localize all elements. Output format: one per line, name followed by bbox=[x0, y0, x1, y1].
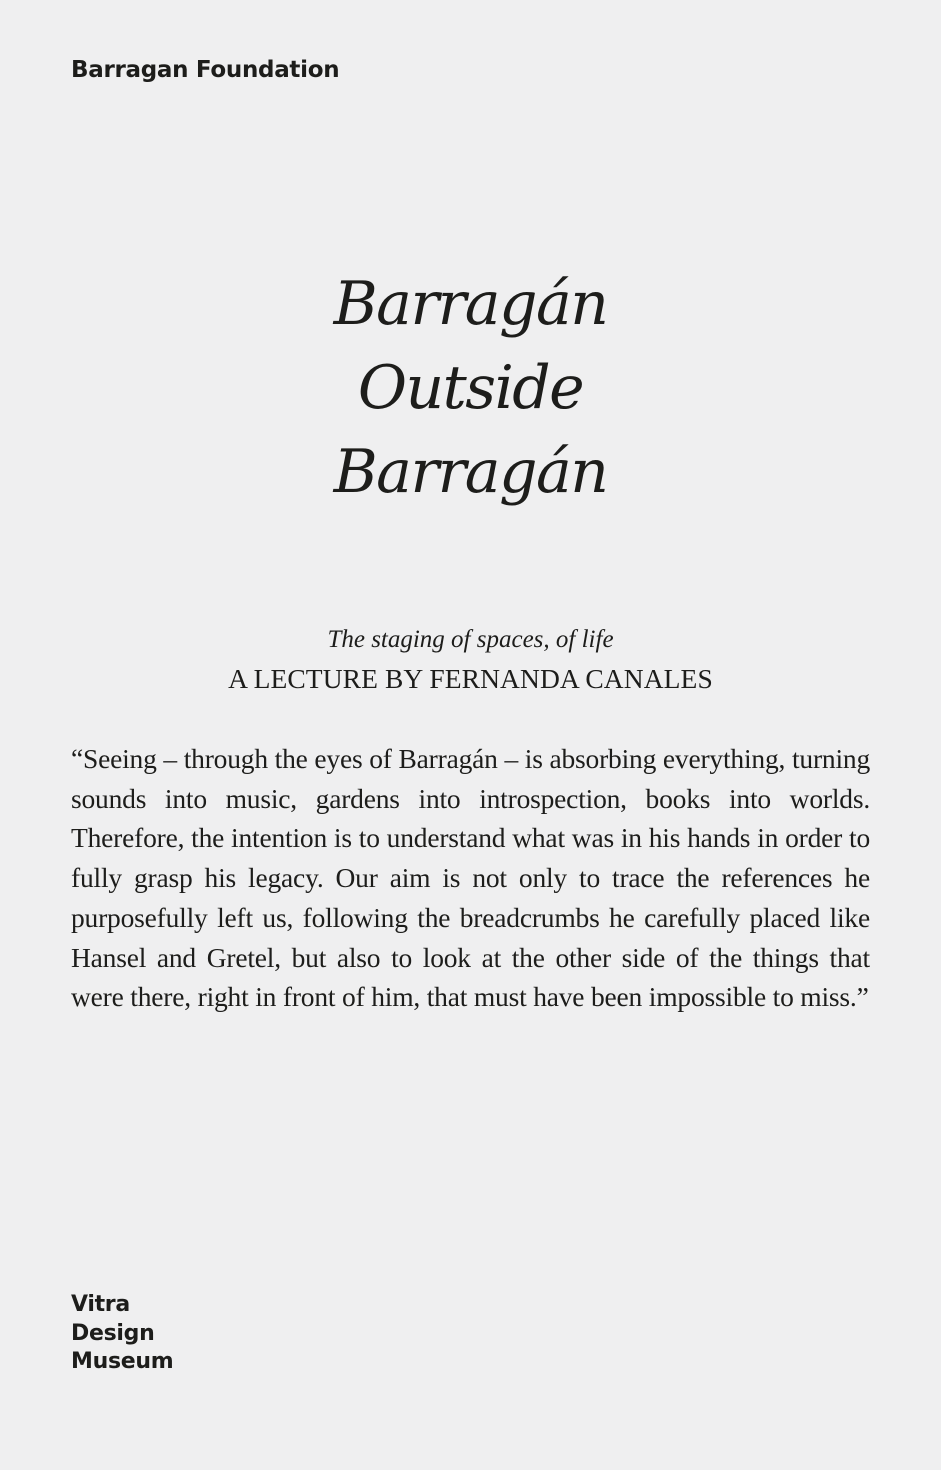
title-line-2: Outside bbox=[357, 353, 584, 423]
subtitle: The staging of spaces, of life bbox=[327, 626, 614, 653]
museum-line-3: Museum bbox=[71, 1349, 174, 1374]
quote-text: “Seeing – through the eyes of Barragán – is absorbing everything, turning sounds into music, gardens into introspection, books into worlds. Therefore, the intention is to understand what was in his hands in order to fully grasp his legacy. Our aim is not only to trace the references he purposefully left us, following the breadcrumbs he carefully placed like Hansel and Gretel, but also to look at the other side of the things that were there, right in front of him, that must have been impossible to miss.” bbox=[71, 743, 870, 1013]
publisher-name: Barragan Foundation bbox=[71, 57, 340, 83]
museum-name bbox=[71, 1291, 173, 1377]
museum-line-1: Vitra bbox=[71, 1292, 130, 1317]
title-line-3: Barragán bbox=[333, 437, 608, 507]
book-title bbox=[0, 262, 941, 514]
title-line-1: Barragán bbox=[333, 269, 608, 339]
museum-line-2: Design bbox=[71, 1320, 155, 1346]
lecturer-line: A LECTURE BY FERNANDA CANALES bbox=[228, 663, 713, 694]
